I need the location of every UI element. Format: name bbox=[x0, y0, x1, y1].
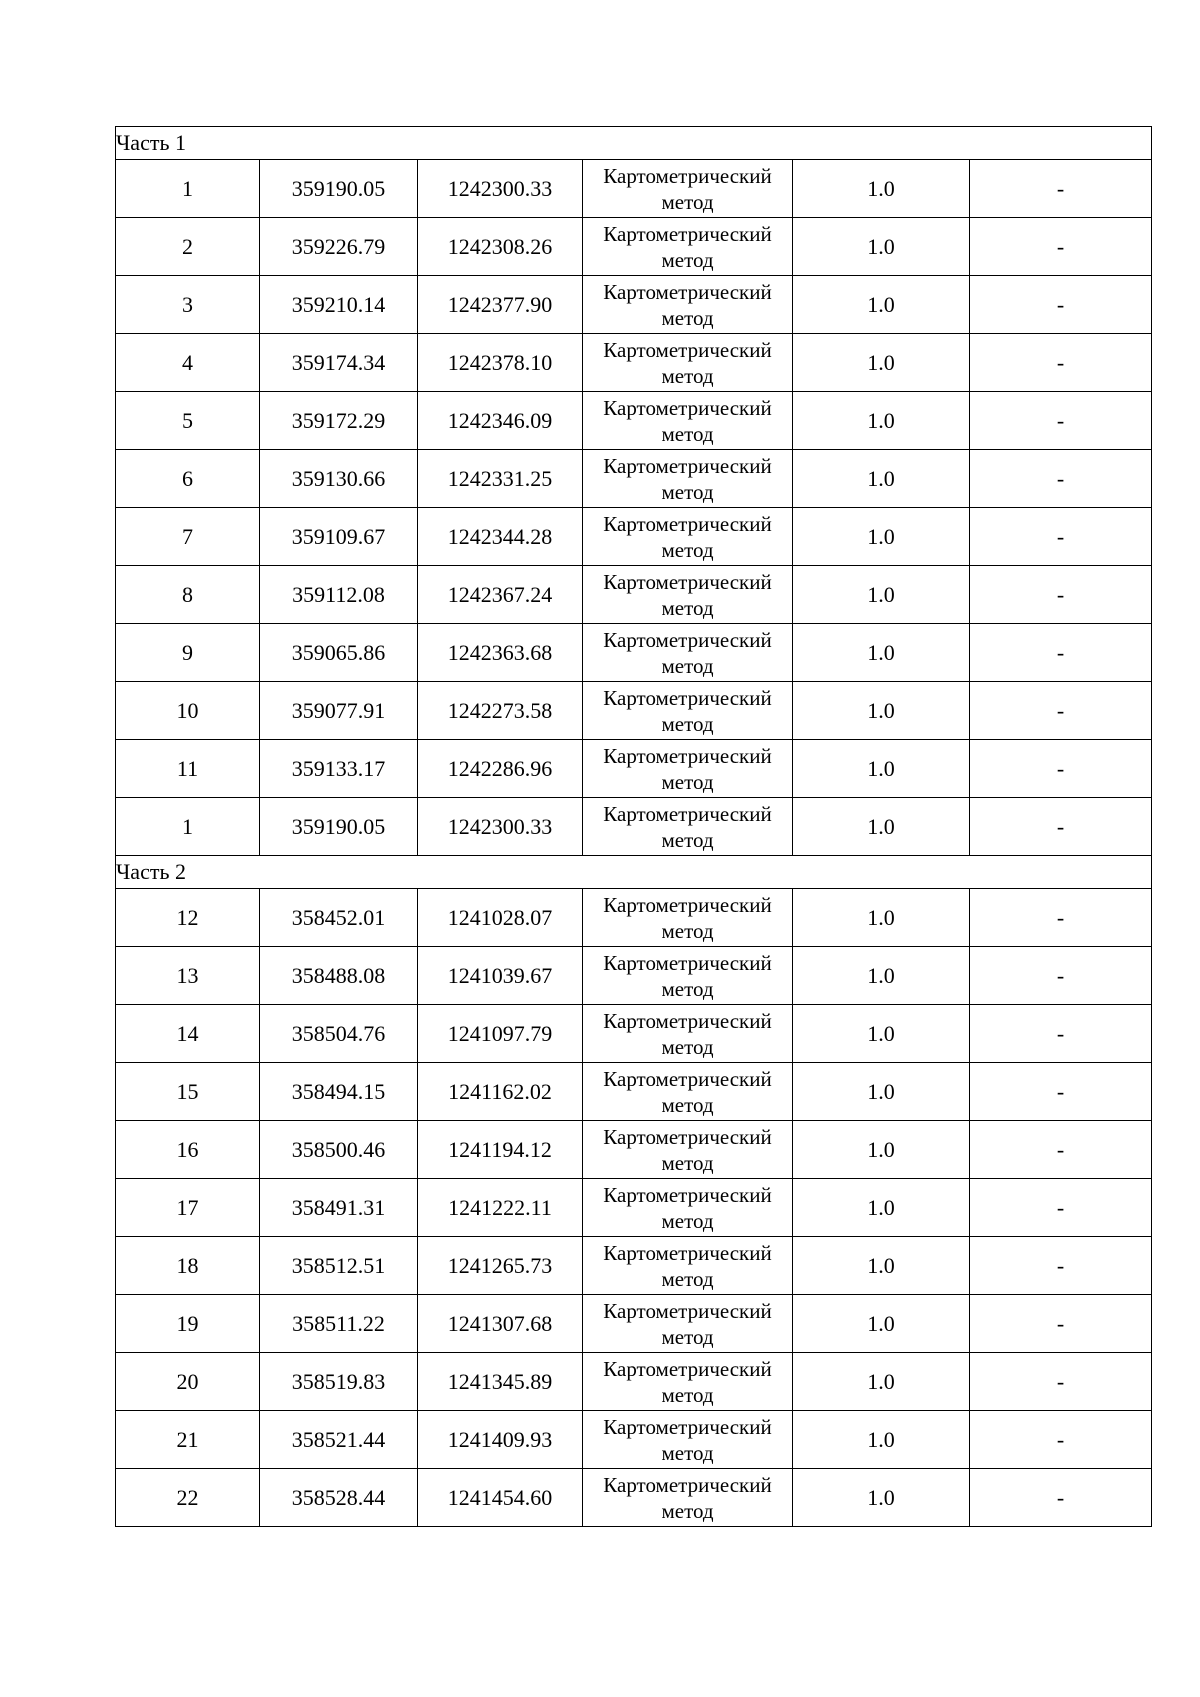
method-line-2: метод bbox=[661, 1208, 714, 1233]
method-line-2: метод bbox=[661, 976, 714, 1001]
table-row bbox=[116, 1005, 1152, 1063]
x-coordinate-cell: 359172.29 bbox=[260, 392, 418, 450]
point-number-cell: 11 bbox=[116, 740, 260, 798]
method-line-2: метод bbox=[661, 1440, 714, 1465]
method-line-2: метод bbox=[661, 479, 714, 504]
method-line-1: Картометрический bbox=[603, 950, 772, 975]
method-cell bbox=[583, 1295, 793, 1353]
method-cell bbox=[583, 1411, 793, 1469]
table-row bbox=[116, 218, 1152, 276]
x-coordinate-cell: 359190.05 bbox=[260, 160, 418, 218]
method-line-1: Картометрический bbox=[603, 511, 772, 536]
description-cell: - bbox=[970, 1179, 1152, 1237]
point-number-cell: 6 bbox=[116, 450, 260, 508]
table-row bbox=[116, 947, 1152, 1005]
method-line-1: Картометрический bbox=[603, 743, 772, 768]
table-row bbox=[116, 1179, 1152, 1237]
method-line-1: Картометрический bbox=[603, 453, 772, 478]
y-coordinate-cell: 1242378.10 bbox=[418, 334, 583, 392]
x-coordinate-cell: 359065.86 bbox=[260, 624, 418, 682]
y-coordinate-cell: 1242344.28 bbox=[418, 508, 583, 566]
table-row bbox=[116, 1237, 1152, 1295]
x-coordinate-cell: 358491.31 bbox=[260, 1179, 418, 1237]
x-coordinate-cell: 358504.76 bbox=[260, 1005, 418, 1063]
method-cell bbox=[583, 1353, 793, 1411]
y-coordinate-cell: 1241345.89 bbox=[418, 1353, 583, 1411]
method-line-2: метод bbox=[661, 1498, 714, 1523]
y-coordinate-cell: 1241222.11 bbox=[418, 1179, 583, 1237]
x-coordinate-cell: 358511.22 bbox=[260, 1295, 418, 1353]
description-cell: - bbox=[970, 798, 1152, 856]
method-cell bbox=[583, 1121, 793, 1179]
y-coordinate-cell: 1242273.58 bbox=[418, 682, 583, 740]
accuracy-cell: 1.0 bbox=[793, 450, 970, 508]
description-cell: - bbox=[970, 947, 1152, 1005]
method-line-2: метод bbox=[661, 305, 714, 330]
table-row bbox=[116, 1121, 1152, 1179]
y-coordinate-cell: 1242300.33 bbox=[418, 798, 583, 856]
point-number-cell: 1 bbox=[116, 160, 260, 218]
point-number-cell: 18 bbox=[116, 1237, 260, 1295]
method-cell bbox=[583, 1237, 793, 1295]
accuracy-cell: 1.0 bbox=[793, 566, 970, 624]
method-cell bbox=[583, 1469, 793, 1527]
y-coordinate-cell: 1242308.26 bbox=[418, 218, 583, 276]
description-cell: - bbox=[970, 450, 1152, 508]
description-cell: - bbox=[970, 1121, 1152, 1179]
method-line-1: Картометрический bbox=[603, 627, 772, 652]
accuracy-cell: 1.0 bbox=[793, 1121, 970, 1179]
description-cell: - bbox=[970, 740, 1152, 798]
y-coordinate-cell: 1241265.73 bbox=[418, 1237, 583, 1295]
table-row bbox=[116, 1295, 1152, 1353]
x-coordinate-cell: 359210.14 bbox=[260, 276, 418, 334]
section-header-row bbox=[116, 856, 1152, 889]
x-coordinate-cell: 358528.44 bbox=[260, 1469, 418, 1527]
point-number-cell: 12 bbox=[116, 889, 260, 947]
accuracy-cell: 1.0 bbox=[793, 334, 970, 392]
point-number-cell: 17 bbox=[116, 1179, 260, 1237]
method-cell bbox=[583, 276, 793, 334]
accuracy-cell: 1.0 bbox=[793, 1295, 970, 1353]
method-cell bbox=[583, 624, 793, 682]
y-coordinate-cell: 1241409.93 bbox=[418, 1411, 583, 1469]
x-coordinate-cell: 358512.51 bbox=[260, 1237, 418, 1295]
accuracy-cell: 1.0 bbox=[793, 1353, 970, 1411]
description-cell: - bbox=[970, 624, 1152, 682]
accuracy-cell: 1.0 bbox=[793, 624, 970, 682]
point-number-cell: 21 bbox=[116, 1411, 260, 1469]
accuracy-cell: 1.0 bbox=[793, 1179, 970, 1237]
section-title: Часть 2 bbox=[116, 856, 1152, 889]
table-row bbox=[116, 624, 1152, 682]
method-line-2: метод bbox=[661, 1034, 714, 1059]
description-cell: - bbox=[970, 889, 1152, 947]
method-cell bbox=[583, 682, 793, 740]
accuracy-cell: 1.0 bbox=[793, 1411, 970, 1469]
point-number-cell: 2 bbox=[116, 218, 260, 276]
accuracy-cell: 1.0 bbox=[793, 682, 970, 740]
accuracy-cell: 1.0 bbox=[793, 1469, 970, 1527]
method-cell bbox=[583, 889, 793, 947]
section-title: Часть 1 bbox=[116, 127, 1152, 160]
description-cell: - bbox=[970, 334, 1152, 392]
method-line-1: Картометрический bbox=[603, 337, 772, 362]
table-row bbox=[116, 392, 1152, 450]
point-number-cell: 10 bbox=[116, 682, 260, 740]
x-coordinate-cell: 359130.66 bbox=[260, 450, 418, 508]
method-line-2: метод bbox=[661, 827, 714, 852]
y-coordinate-cell: 1242346.09 bbox=[418, 392, 583, 450]
description-cell: - bbox=[970, 1063, 1152, 1121]
method-cell bbox=[583, 160, 793, 218]
point-number-cell: 4 bbox=[116, 334, 260, 392]
description-cell: - bbox=[970, 1411, 1152, 1469]
point-number-cell: 19 bbox=[116, 1295, 260, 1353]
y-coordinate-cell: 1241028.07 bbox=[418, 889, 583, 947]
method-cell bbox=[583, 392, 793, 450]
method-cell bbox=[583, 947, 793, 1005]
method-line-2: метод bbox=[661, 363, 714, 388]
coordinates-table-body bbox=[116, 127, 1152, 1527]
x-coordinate-cell: 358519.83 bbox=[260, 1353, 418, 1411]
x-coordinate-cell: 359133.17 bbox=[260, 740, 418, 798]
table-row bbox=[116, 798, 1152, 856]
accuracy-cell: 1.0 bbox=[793, 392, 970, 450]
y-coordinate-cell: 1241162.02 bbox=[418, 1063, 583, 1121]
method-line-2: метод bbox=[661, 1150, 714, 1175]
point-number-cell: 1 bbox=[116, 798, 260, 856]
section-header-row bbox=[116, 127, 1152, 160]
point-number-cell: 14 bbox=[116, 1005, 260, 1063]
y-coordinate-cell: 1241039.67 bbox=[418, 947, 583, 1005]
table-row bbox=[116, 450, 1152, 508]
description-cell: - bbox=[970, 1005, 1152, 1063]
x-coordinate-cell: 358521.44 bbox=[260, 1411, 418, 1469]
method-line-1: Картометрический bbox=[603, 1472, 772, 1497]
method-line-1: Картометрический bbox=[603, 801, 772, 826]
method-line-1: Картометрический bbox=[603, 163, 772, 188]
method-line-2: метод bbox=[661, 189, 714, 214]
method-line-2: метод bbox=[661, 769, 714, 794]
table-row bbox=[116, 1469, 1152, 1527]
method-line-1: Картометрический bbox=[603, 1298, 772, 1323]
y-coordinate-cell: 1242300.33 bbox=[418, 160, 583, 218]
x-coordinate-cell: 359077.91 bbox=[260, 682, 418, 740]
table-row bbox=[116, 682, 1152, 740]
x-coordinate-cell: 359109.67 bbox=[260, 508, 418, 566]
point-number-cell: 16 bbox=[116, 1121, 260, 1179]
method-line-2: метод bbox=[661, 537, 714, 562]
method-line-1: Картометрический bbox=[603, 1008, 772, 1033]
y-coordinate-cell: 1241097.79 bbox=[418, 1005, 583, 1063]
y-coordinate-cell: 1242286.96 bbox=[418, 740, 583, 798]
table-row bbox=[116, 276, 1152, 334]
table-row bbox=[116, 889, 1152, 947]
method-line-2: метод bbox=[661, 1092, 714, 1117]
x-coordinate-cell: 359174.34 bbox=[260, 334, 418, 392]
description-cell: - bbox=[970, 218, 1152, 276]
method-line-2: метод bbox=[661, 1266, 714, 1291]
method-line-1: Картометрический bbox=[603, 569, 772, 594]
table-row bbox=[116, 1411, 1152, 1469]
method-cell bbox=[583, 1005, 793, 1063]
accuracy-cell: 1.0 bbox=[793, 508, 970, 566]
table-row bbox=[116, 1063, 1152, 1121]
accuracy-cell: 1.0 bbox=[793, 1237, 970, 1295]
method-line-2: метод bbox=[661, 711, 714, 736]
method-cell bbox=[583, 508, 793, 566]
method-line-1: Картометрический bbox=[603, 892, 772, 917]
point-number-cell: 9 bbox=[116, 624, 260, 682]
y-coordinate-cell: 1241454.60 bbox=[418, 1469, 583, 1527]
method-line-1: Картометрический bbox=[603, 1066, 772, 1091]
method-cell bbox=[583, 1063, 793, 1121]
point-number-cell: 13 bbox=[116, 947, 260, 1005]
description-cell: - bbox=[970, 682, 1152, 740]
method-line-1: Картометрический bbox=[603, 279, 772, 304]
method-line-2: метод bbox=[661, 247, 714, 272]
y-coordinate-cell: 1241307.68 bbox=[418, 1295, 583, 1353]
point-number-cell: 3 bbox=[116, 276, 260, 334]
y-coordinate-cell: 1242331.25 bbox=[418, 450, 583, 508]
y-coordinate-cell: 1242363.68 bbox=[418, 624, 583, 682]
accuracy-cell: 1.0 bbox=[793, 1005, 970, 1063]
method-line-1: Картометрический bbox=[603, 1356, 772, 1381]
x-coordinate-cell: 358452.01 bbox=[260, 889, 418, 947]
method-cell bbox=[583, 1179, 793, 1237]
accuracy-cell: 1.0 bbox=[793, 740, 970, 798]
method-line-1: Картометрический bbox=[603, 221, 772, 246]
point-number-cell: 20 bbox=[116, 1353, 260, 1411]
description-cell: - bbox=[970, 1295, 1152, 1353]
point-number-cell: 5 bbox=[116, 392, 260, 450]
accuracy-cell: 1.0 bbox=[793, 276, 970, 334]
x-coordinate-cell: 359112.08 bbox=[260, 566, 418, 624]
table-row bbox=[116, 334, 1152, 392]
method-line-1: Картометрический bbox=[603, 1240, 772, 1265]
description-cell: - bbox=[970, 566, 1152, 624]
description-cell: - bbox=[970, 160, 1152, 218]
description-cell: - bbox=[970, 1237, 1152, 1295]
y-coordinate-cell: 1242367.24 bbox=[418, 566, 583, 624]
description-cell: - bbox=[970, 508, 1152, 566]
accuracy-cell: 1.0 bbox=[793, 218, 970, 276]
method-cell bbox=[583, 740, 793, 798]
x-coordinate-cell: 358500.46 bbox=[260, 1121, 418, 1179]
method-line-2: метод bbox=[661, 653, 714, 678]
accuracy-cell: 1.0 bbox=[793, 889, 970, 947]
table-row bbox=[116, 740, 1152, 798]
x-coordinate-cell: 358494.15 bbox=[260, 1063, 418, 1121]
method-cell bbox=[583, 566, 793, 624]
method-line-2: метод bbox=[661, 1382, 714, 1407]
coordinates-table bbox=[115, 126, 1152, 1527]
method-line-1: Картометрический bbox=[603, 1124, 772, 1149]
method-line-2: метод bbox=[661, 1324, 714, 1349]
description-cell: - bbox=[970, 276, 1152, 334]
point-number-cell: 7 bbox=[116, 508, 260, 566]
method-cell bbox=[583, 798, 793, 856]
method-line-1: Картометрический bbox=[603, 1182, 772, 1207]
method-line-1: Картометрический bbox=[603, 1414, 772, 1439]
accuracy-cell: 1.0 bbox=[793, 798, 970, 856]
y-coordinate-cell: 1242377.90 bbox=[418, 276, 583, 334]
accuracy-cell: 1.0 bbox=[793, 1063, 970, 1121]
table-row bbox=[116, 566, 1152, 624]
method-cell bbox=[583, 334, 793, 392]
x-coordinate-cell: 359190.05 bbox=[260, 798, 418, 856]
method-line-1: Картометрический bbox=[603, 685, 772, 710]
table-row bbox=[116, 160, 1152, 218]
method-line-2: метод bbox=[661, 595, 714, 620]
method-cell bbox=[583, 450, 793, 508]
method-line-1: Картометрический bbox=[603, 395, 772, 420]
accuracy-cell: 1.0 bbox=[793, 947, 970, 1005]
table-row bbox=[116, 508, 1152, 566]
description-cell: - bbox=[970, 1353, 1152, 1411]
method-line-2: метод bbox=[661, 918, 714, 943]
description-cell: - bbox=[970, 1469, 1152, 1527]
method-line-2: метод bbox=[661, 421, 714, 446]
method-cell bbox=[583, 218, 793, 276]
table-row bbox=[116, 1353, 1152, 1411]
point-number-cell: 8 bbox=[116, 566, 260, 624]
point-number-cell: 22 bbox=[116, 1469, 260, 1527]
point-number-cell: 15 bbox=[116, 1063, 260, 1121]
description-cell: - bbox=[970, 392, 1152, 450]
accuracy-cell: 1.0 bbox=[793, 160, 970, 218]
x-coordinate-cell: 358488.08 bbox=[260, 947, 418, 1005]
y-coordinate-cell: 1241194.12 bbox=[418, 1121, 583, 1179]
x-coordinate-cell: 359226.79 bbox=[260, 218, 418, 276]
